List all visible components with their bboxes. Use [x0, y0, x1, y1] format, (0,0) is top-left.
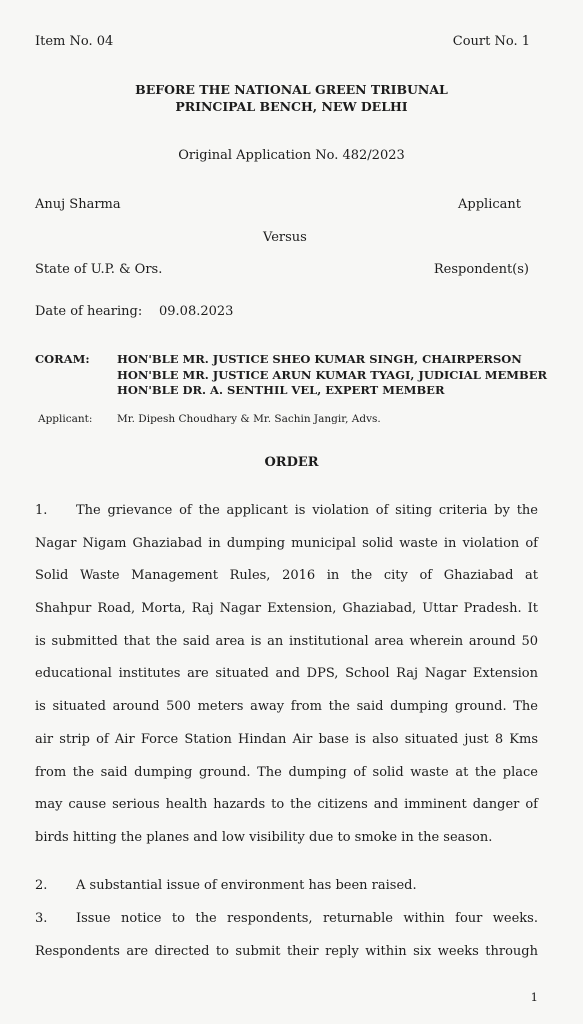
- paragraph-line: from the said dumping ground. The dumping of solid waste at the place: [35, 764, 538, 780]
- paragraph-1: [35, 495, 538, 855]
- paragraph-number: 3.: [35, 911, 48, 926]
- versus-label: Versus: [263, 230, 307, 245]
- order-heading: ORDER: [264, 455, 319, 470]
- paragraph-3: [35, 903, 538, 968]
- coram-member: HON'BLE MR. JUSTICE SHEO KUMAR SINGH, CHAIRPERSON: [117, 352, 522, 366]
- paragraph-line: Nagar Nigam Ghaziabad in dumping municipal solid waste in violation of: [35, 535, 538, 551]
- paragraph-line: birds hitting the planes and low visibility due to smoke in the season.: [35, 829, 493, 845]
- coram-member: HON'BLE DR. A. SENTHIL VEL, EXPERT MEMBER: [117, 383, 445, 397]
- court-number: Court No. 1: [452, 34, 530, 49]
- coram-member: HON'BLE MR. JUSTICE ARUN KUMAR TYAGI, JUDICIAL MEMBER: [117, 368, 548, 382]
- paragraph-line: educational institutes are situated and DPS, School Raj Nagar Extension: [35, 666, 538, 682]
- bench-title: PRINCIPAL BENCH, NEW DELHI: [175, 99, 408, 114]
- paragraph-number: 2.: [35, 878, 48, 893]
- tribunal-title: BEFORE THE NATIONAL GREEN TRIBUNAL: [135, 82, 448, 97]
- hearing-date: 09.08.2023: [159, 304, 234, 319]
- paragraph-line: Shahpur Road, Morta, Raj Nagar Extension, Ghaziabad, Uttar Pradesh. It: [35, 601, 538, 617]
- counsel-label: Applicant:: [38, 413, 93, 425]
- paragraph-line: Respondents are directed to submit their reply within six weeks through: [35, 943, 538, 959]
- applicant-name: Anuj Sharma: [35, 197, 121, 212]
- paragraph-line: is situated around 500 meters away from the said dumping ground. The: [35, 699, 538, 715]
- application-number: Original Application No. 482/2023: [178, 148, 405, 163]
- paragraph-line: Solid Waste Management Rules, 2016 in the city of Ghaziabad at: [35, 568, 538, 584]
- coram-label: CORAM:: [35, 352, 90, 366]
- hearing-label: Date of hearing:: [35, 304, 143, 319]
- respondent-role: Respondent(s): [433, 262, 529, 277]
- paragraph-line: 2. A substantial issue of environment has been raised.: [35, 870, 538, 903]
- applicant-role: Applicant: [458, 197, 521, 212]
- paragraph-line: air strip of Air Force Station Hindan Air base is also situated just 8 Kms: [35, 731, 538, 747]
- respondent-name: State of U.P. & Ors.: [35, 262, 163, 277]
- paragraph-line: 1. The grievance of the applicant is violation of siting criteria by the: [35, 495, 538, 528]
- item-number: Item No. 04: [35, 34, 114, 49]
- paragraph-number: 1.: [35, 503, 48, 518]
- paragraph-line: is submitted that the said area is an institutional area wherein around 50: [35, 633, 538, 649]
- paragraph-2: [35, 870, 538, 903]
- counsel-names: Mr. Dipesh Choudhary & Mr. Sachin Jangir, Advs.: [117, 413, 381, 425]
- page-number: 1: [530, 990, 538, 1004]
- paragraph-line: 3. Issue notice to the respondents, returnable within four weeks.: [35, 903, 538, 936]
- paragraph-line: may cause serious health hazards to the citizens and imminent danger of: [35, 797, 538, 813]
